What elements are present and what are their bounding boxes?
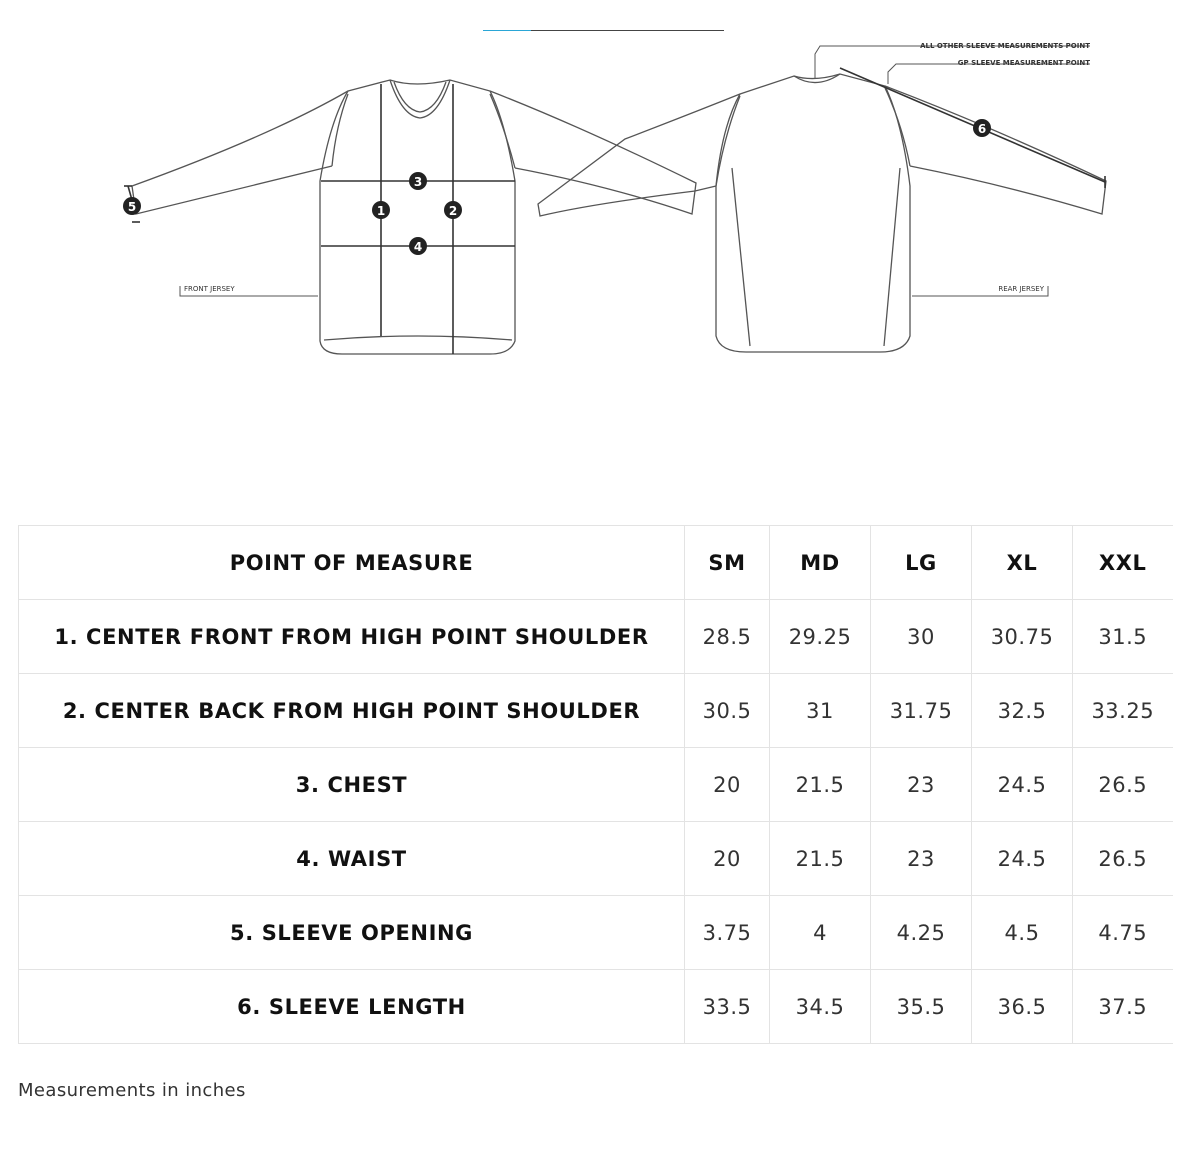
marker-3 xyxy=(409,172,427,190)
cell-value: 4.75 xyxy=(1073,896,1173,970)
row-label: 5. SLEEVE OPENING xyxy=(19,896,685,970)
cell-value: 24.5 xyxy=(972,822,1073,896)
table-row xyxy=(19,748,1173,822)
cell-value: 23 xyxy=(871,822,972,896)
row-label: 6. SLEEVE LENGTH xyxy=(19,970,685,1044)
header-size-sm: SM xyxy=(685,526,770,600)
cell-value: 37.5 xyxy=(1073,970,1173,1044)
cell-value: 4 xyxy=(770,896,871,970)
table-row xyxy=(19,674,1173,748)
header-size-xl: XL xyxy=(972,526,1073,600)
row-label: 4. WAIST xyxy=(19,822,685,896)
header-size-lg: LG xyxy=(871,526,972,600)
front-jersey-outline xyxy=(132,80,696,354)
jersey-measurement-diagram xyxy=(110,36,1110,366)
cell-value: 31.5 xyxy=(1073,600,1173,674)
cell-value: 21.5 xyxy=(770,748,871,822)
cell-value: 36.5 xyxy=(972,970,1073,1044)
cell-value: 21.5 xyxy=(770,822,871,896)
svg-text:1: 1 xyxy=(376,204,386,218)
cell-value: 24.5 xyxy=(972,748,1073,822)
tab-underline-accent xyxy=(483,30,531,31)
header-size-xxl: XXL xyxy=(1073,526,1173,600)
cell-value: 4.5 xyxy=(972,896,1073,970)
row-label: 3. CHEST xyxy=(19,748,685,822)
cell-value: 23 xyxy=(871,748,972,822)
measurement-unit-note: Measurements in inches xyxy=(18,1080,246,1101)
cell-value: 29.25 xyxy=(770,600,871,674)
row-label: 1. CENTER FRONT FROM HIGH POINT SHOULDER xyxy=(19,600,685,674)
header-point-of-measure: POINT OF MEASURE xyxy=(19,526,685,600)
cell-value: 30 xyxy=(871,600,972,674)
all-other-sleeve-note: ALL OTHER SLEEVE MEASUREMENTS POINT xyxy=(920,42,1090,50)
marker-1 xyxy=(372,201,390,219)
rear-jersey-outline xyxy=(538,74,1106,352)
cell-value: 26.5 xyxy=(1073,822,1173,896)
measurement-lines xyxy=(124,68,1105,354)
table-row xyxy=(19,600,1173,674)
marker-6 xyxy=(973,119,991,137)
cell-value: 33.5 xyxy=(685,970,770,1044)
cell-value: 4.25 xyxy=(871,896,972,970)
tab-underline xyxy=(483,30,724,31)
svg-text:6: 6 xyxy=(977,122,987,136)
marker-2 xyxy=(444,201,462,219)
header-size-md: MD xyxy=(770,526,871,600)
cell-value: 34.5 xyxy=(770,970,871,1044)
cell-value: 20 xyxy=(685,822,770,896)
rear-jersey-label: REAR JERSEY xyxy=(998,285,1044,293)
cell-value: 30.75 xyxy=(972,600,1073,674)
table-row xyxy=(19,822,1173,896)
table-header-row xyxy=(19,526,1173,600)
size-chart-table xyxy=(18,525,1173,1044)
front-jersey-label: FRONT JERSEY xyxy=(184,285,235,293)
svg-text:4: 4 xyxy=(413,240,423,254)
cell-value: 32.5 xyxy=(972,674,1073,748)
cell-value: 20 xyxy=(685,748,770,822)
marker-5 xyxy=(123,197,141,215)
row-label: 2. CENTER BACK FROM HIGH POINT SHOULDER xyxy=(19,674,685,748)
svg-text:3: 3 xyxy=(413,175,423,189)
gp-sleeve-note: GP SLEEVE MEASUREMENT POINT xyxy=(957,59,1090,67)
svg-text:5: 5 xyxy=(127,200,137,214)
cell-value: 31.75 xyxy=(871,674,972,748)
jersey-diagram-svg xyxy=(110,36,1110,366)
leader-lines xyxy=(180,46,1090,296)
cell-value: 33.25 xyxy=(1073,674,1173,748)
cell-value: 30.5 xyxy=(685,674,770,748)
marker-4 xyxy=(409,237,427,255)
cell-value: 3.75 xyxy=(685,896,770,970)
table-row xyxy=(19,896,1173,970)
cell-value: 35.5 xyxy=(871,970,972,1044)
cell-value: 26.5 xyxy=(1073,748,1173,822)
svg-text:2: 2 xyxy=(448,204,458,218)
cell-value: 31 xyxy=(770,674,871,748)
table-row xyxy=(19,970,1173,1044)
cell-value: 28.5 xyxy=(685,600,770,674)
